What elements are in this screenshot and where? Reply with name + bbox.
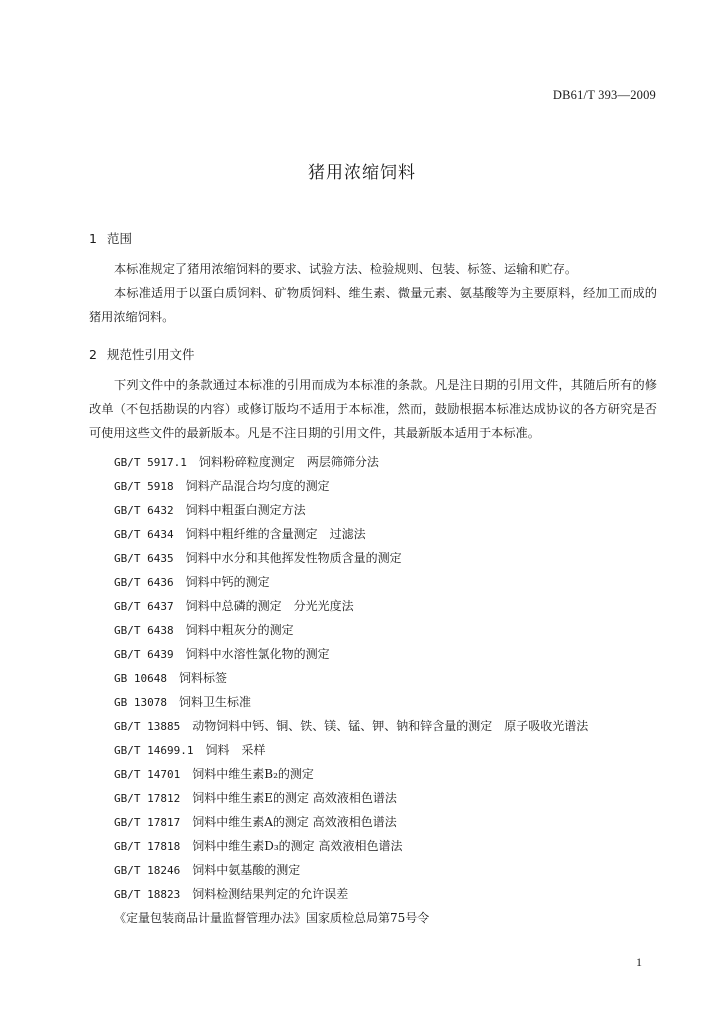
reference-code: GB/T 17817 — [114, 816, 181, 829]
reference-code: GB/T 14701 — [114, 768, 181, 781]
reference-code: GB/T 6435 — [114, 552, 174, 565]
reference-item — [114, 882, 588, 906]
reference-title: 饲料粉碎粒度测定 两层筛筛分法 — [198, 455, 379, 469]
reference-title: 饲料中粗纤维的含量测定 过滤法 — [185, 527, 366, 541]
reference-item — [114, 762, 588, 786]
reference-title: 动物饲料中钙、铜、铁、镁、锰、钾、钠和锌含量的测定 原子吸收光谱法 — [192, 719, 589, 733]
reference-title: 饲料卫生标准 — [179, 695, 252, 709]
reference-code: GB/T 6438 — [114, 624, 174, 637]
reference-item — [114, 738, 588, 762]
reference-item — [114, 546, 588, 570]
reference-title: 饲料中钙的测定 — [185, 575, 270, 589]
section-2-heading — [89, 345, 195, 363]
reference-item — [114, 714, 588, 738]
reference-code: GB/T 6434 — [114, 528, 174, 541]
normative-reference-list — [114, 450, 588, 930]
reference-code: GB/T 17818 — [114, 840, 181, 853]
reference-item — [114, 642, 588, 666]
reference-item — [114, 810, 588, 834]
reference-code: GB/T 5918 — [114, 480, 174, 493]
reference-title: 《定量包装商品计量监督管理办法》国家质检总局第75号令 — [114, 911, 430, 925]
scope-paragraph-2: 本标准适用于以蛋白质饲料、矿物质饲料、维生素、微量元素、氨基酸等为主要原料，经加工而成的猪用浓缩饲料。 — [89, 286, 657, 324]
reference-title: 饲料标签 — [179, 671, 228, 685]
reference-title: 饲料中维生素A的测定 高效液相色谱法 — [192, 815, 397, 829]
reference-item — [114, 690, 588, 714]
reference-code: GB/T 13885 — [114, 720, 181, 733]
reference-item — [114, 858, 588, 882]
reference-item — [114, 906, 588, 930]
section-1-heading — [89, 229, 132, 247]
reference-item — [114, 666, 588, 690]
reference-item — [114, 834, 588, 858]
section-title: 范围 — [107, 231, 133, 246]
reference-title: 饲料中氨基酸的测定 — [192, 863, 301, 877]
standard-code: DB61/T 393—2009 — [552, 88, 656, 102]
reference-code: GB/T 14699.1 — [114, 744, 194, 757]
reference-item — [114, 498, 588, 522]
reference-code: GB/T 18246 — [114, 864, 181, 877]
reference-title: 饲料中水分和其他挥发性物质含量的测定 — [185, 551, 402, 565]
reference-code: GB/T 17812 — [114, 792, 181, 805]
scope-paragraph-1: 本标准规定了猪用浓缩饲料的要求、试验方法、检验规则、包装、标签、运输和贮存。 — [114, 262, 578, 276]
references-intro-paragraph: 下列文件中的条款通过本标准的引用而成为本标准的条款。凡是注日期的引用文件，其随后所有的修改单（不包括勘误的内容）或修订版均不适用于本标准，然而，鼓励根据本标准达成协议的各方研究是否可使用这些文件的最新版本。凡是不注日期的引用文件，其最新版本适用于本标准。 — [89, 378, 657, 440]
reference-title: 饲料中维生素B₂的测定 — [192, 767, 314, 781]
reference-code: GB/T 6439 — [114, 648, 174, 661]
section-number: 1 — [89, 231, 97, 246]
reference-item — [114, 786, 588, 810]
reference-code: GB/T 6432 — [114, 504, 174, 517]
reference-title: 饲料产品混合均匀度的测定 — [185, 479, 330, 493]
reference-title: 饲料检测结果判定的允许误差 — [192, 887, 349, 901]
reference-title: 饲料中水溶性氯化物的测定 — [185, 647, 330, 661]
reference-item — [114, 450, 588, 474]
reference-title: 饲料 采样 — [205, 743, 266, 757]
reference-item — [114, 570, 588, 594]
reference-code: GB/T 6437 — [114, 600, 174, 613]
reference-code: GB 13078 — [114, 696, 167, 709]
reference-code: GB/T 6436 — [114, 576, 174, 589]
reference-code: GB/T 5917.1 — [114, 456, 187, 469]
page-number: 1 — [636, 955, 642, 969]
reference-title: 饲料中总磷的测定 分光光度法 — [185, 599, 354, 613]
reference-title: 饲料中粗蛋白测定方法 — [185, 503, 306, 517]
reference-code: GB/T 18823 — [114, 888, 181, 901]
section-title: 规范性引用文件 — [107, 347, 195, 362]
reference-title: 饲料中维生素D₃的测定 高效液相色谱法 — [192, 839, 403, 853]
reference-code: GB 10648 — [114, 672, 167, 685]
reference-item — [114, 594, 588, 618]
reference-title: 饲料中粗灰分的测定 — [185, 623, 294, 637]
document-title: 猪用浓缩饲料 — [308, 163, 416, 183]
reference-item — [114, 618, 588, 642]
section-number: 2 — [89, 347, 97, 362]
reference-item — [114, 522, 588, 546]
reference-title: 饲料中维生素E的测定 高效液相色谱法 — [192, 791, 397, 805]
reference-item — [114, 474, 588, 498]
